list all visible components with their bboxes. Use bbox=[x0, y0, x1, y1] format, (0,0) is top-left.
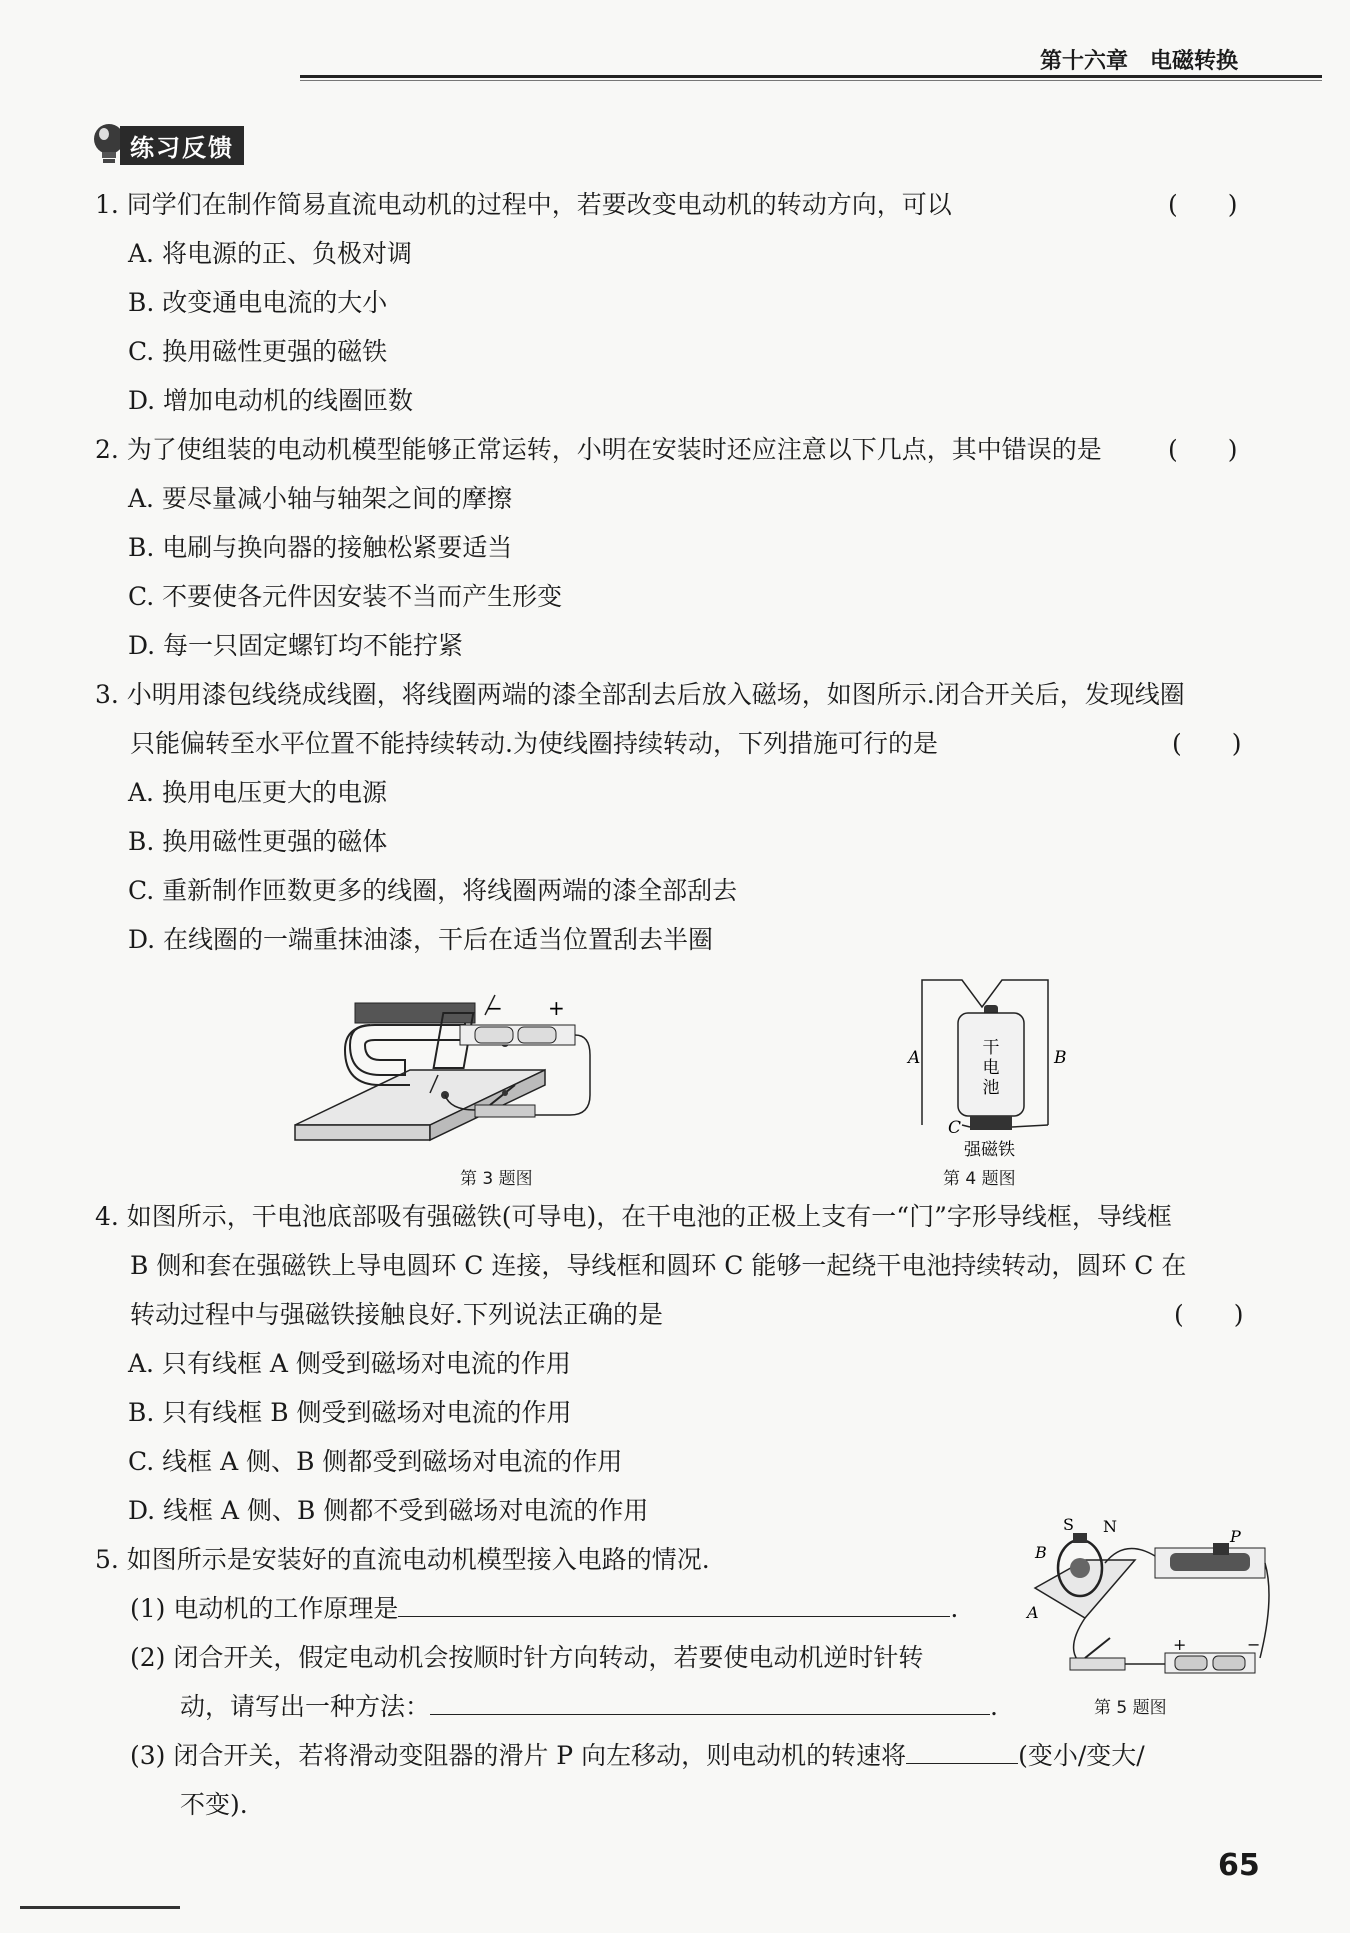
header-rule-thin bbox=[300, 80, 1322, 81]
q1-option-c: C. 换用磁性更强的磁铁 bbox=[128, 337, 388, 366]
q4-option-b: B. 只有线框 B 侧受到磁场对电流的作用 bbox=[128, 1398, 572, 1427]
q3-option-d: D. 在线圈的一端重抹油漆，干后在适当位置刮去半圈 bbox=[128, 925, 714, 954]
q3-option-b: B. 换用磁性更强的磁体 bbox=[128, 827, 388, 856]
q5-part3-hint: (变小/变大/ bbox=[1018, 1741, 1145, 1770]
fig5-label-a: A bbox=[1027, 1603, 1039, 1622]
q5-part2-blank[interactable] bbox=[430, 1692, 990, 1715]
fig5-label-b: B bbox=[1035, 1543, 1047, 1562]
q1-option-b: B. 改变通电电流的大小 bbox=[128, 288, 388, 317]
q3-option-c: C. 重新制作匝数更多的线圈，将线圈两端的漆全部刮去 bbox=[128, 876, 738, 905]
q2-option-b: B. 电刷与换向器的接触松紧要适当 bbox=[128, 533, 513, 562]
q2-stem: 2. 为了使组装的电动机模型能够正常运转，小明在安装时还应注意以下几点，其中错误的是 bbox=[95, 435, 1102, 464]
q4-stem-line1: 4. 如图所示，干电池底部吸有强磁铁(可导电)，在干电池的正极上支有一“门”字形导线框，导线框 bbox=[95, 1202, 1172, 1231]
q4-answer-paren[interactable]: ( ) bbox=[1174, 1300, 1244, 1329]
q4-option-c: C. 线框 A 侧、B 侧都受到磁场对电流的作用 bbox=[128, 1447, 623, 1476]
q4-option-d: D. 线框 A 侧、B 侧都不受到磁场对电流的作用 bbox=[128, 1496, 649, 1525]
q3-stem-line1: 3. 小明用漆包线绕成线圈，将线圈两端的漆全部刮去后放入磁场，如图所示.闭合开关后，发现线圈 bbox=[95, 680, 1185, 709]
q4-option-a: A. 只有线框 A 侧受到磁场对电流的作用 bbox=[128, 1349, 571, 1378]
q5-part2-line2 bbox=[180, 1692, 998, 1722]
fig4-battery-char3: 池 bbox=[982, 1078, 1000, 1098]
fig4-label-b: B bbox=[1054, 1048, 1067, 1068]
fig4-label-a: A bbox=[908, 1048, 921, 1068]
q2-option-d: D. 每一只固定螺钉均不能拧紧 bbox=[128, 631, 464, 660]
footer-rule bbox=[20, 1906, 180, 1909]
fig5-plus: + bbox=[1173, 1635, 1187, 1654]
q5-stem: 5. 如图所示是安装好的直流电动机模型接入电路的情况. bbox=[95, 1545, 710, 1574]
q5-part2-text: 动，请写出一种方法： bbox=[180, 1692, 431, 1721]
figure-5-motor-circuit bbox=[1025, 1515, 1270, 1693]
fig5-label-s: S bbox=[1063, 1515, 1074, 1534]
figure-4-battery-frame bbox=[900, 975, 1067, 1170]
fig4-battery-char1: 干 bbox=[982, 1038, 1000, 1058]
q5-part1-end: . bbox=[950, 1594, 959, 1623]
q5-part1-blank[interactable] bbox=[398, 1594, 950, 1617]
q5-part1 bbox=[130, 1594, 958, 1624]
fig4-label-c: C bbox=[948, 1118, 962, 1138]
q1-option-a: A. 将电源的正、负极对调 bbox=[128, 239, 412, 268]
header-rule bbox=[300, 75, 1322, 78]
q5-part3-blank[interactable] bbox=[906, 1741, 1018, 1764]
q5-part3-line1 bbox=[130, 1741, 1145, 1771]
q3-stem-line2: 只能偏转至水平位置不能持续转动.为使线圈持续转动，下列措施可行的是 bbox=[130, 729, 938, 758]
q5-part2-end: . bbox=[990, 1692, 998, 1721]
q2-option-a: A. 要尽量减小轴与轴架之间的摩擦 bbox=[128, 484, 512, 513]
fig4-battery-char2: 电 bbox=[982, 1058, 1000, 1078]
q5-part3-line2: 不变). bbox=[180, 1790, 248, 1819]
q2-option-c: C. 不要使各元件因安装不当而产生形变 bbox=[128, 582, 563, 611]
q1-stem: 1. 同学们在制作简易直流电动机的过程中，若要改变电动机的转动方向，可以 bbox=[95, 190, 952, 219]
q1-answer-paren[interactable]: ( ) bbox=[1168, 190, 1238, 219]
fig5-label-p: P bbox=[1230, 1527, 1241, 1546]
fig3-plus: + bbox=[548, 996, 565, 1020]
q2-answer-paren[interactable]: ( ) bbox=[1168, 435, 1238, 464]
q3-option-a: A. 换用电压更大的电源 bbox=[128, 778, 387, 807]
figure-3-motor-circuit bbox=[290, 975, 710, 1160]
q5-part1-text: (1) 电动机的工作原理是 bbox=[130, 1594, 399, 1623]
fig5-minus: − bbox=[1247, 1635, 1261, 1654]
section-badge bbox=[90, 122, 244, 168]
q5-part3-text: (3) 闭合开关，若将滑动变阻器的滑片 P 向左移动，则电动机的转速将 bbox=[130, 1741, 907, 1770]
fig4-magnet-label: 强磁铁 bbox=[964, 1140, 1015, 1160]
section-title: 练习反馈 bbox=[120, 126, 244, 165]
chapter-number: 第十六章 bbox=[1040, 49, 1129, 74]
q4-stem-line3: 转动过程中与强磁铁接触良好.下列说法正确的是 bbox=[130, 1300, 663, 1329]
fig5-label-n: N bbox=[1103, 1517, 1117, 1536]
q4-stem-line2: B 侧和套在强磁铁上导电圆环 C 连接，导线框和圆环 C 能够一起绕干电池持续转动，圆环 C 在 bbox=[130, 1251, 1187, 1280]
figure-3-caption: 第 3 题图 bbox=[460, 1169, 533, 1189]
fig3-minus: − bbox=[486, 996, 503, 1020]
chapter-header bbox=[1040, 44, 1238, 75]
page-number: 65 bbox=[1218, 1848, 1260, 1883]
figure-4-caption: 第 4 题图 bbox=[943, 1169, 1016, 1189]
q5-part2-line1: (2) 闭合开关，假定电动机会按顺时针方向转动，若要使电动机逆时针转 bbox=[130, 1643, 924, 1672]
figure-5-caption: 第 5 题图 bbox=[1094, 1698, 1167, 1718]
q1-option-d: D. 增加电动机的线圈匝数 bbox=[128, 386, 414, 415]
chapter-title: 电磁转换 bbox=[1150, 49, 1239, 74]
q3-answer-paren[interactable]: ( ) bbox=[1172, 729, 1242, 758]
